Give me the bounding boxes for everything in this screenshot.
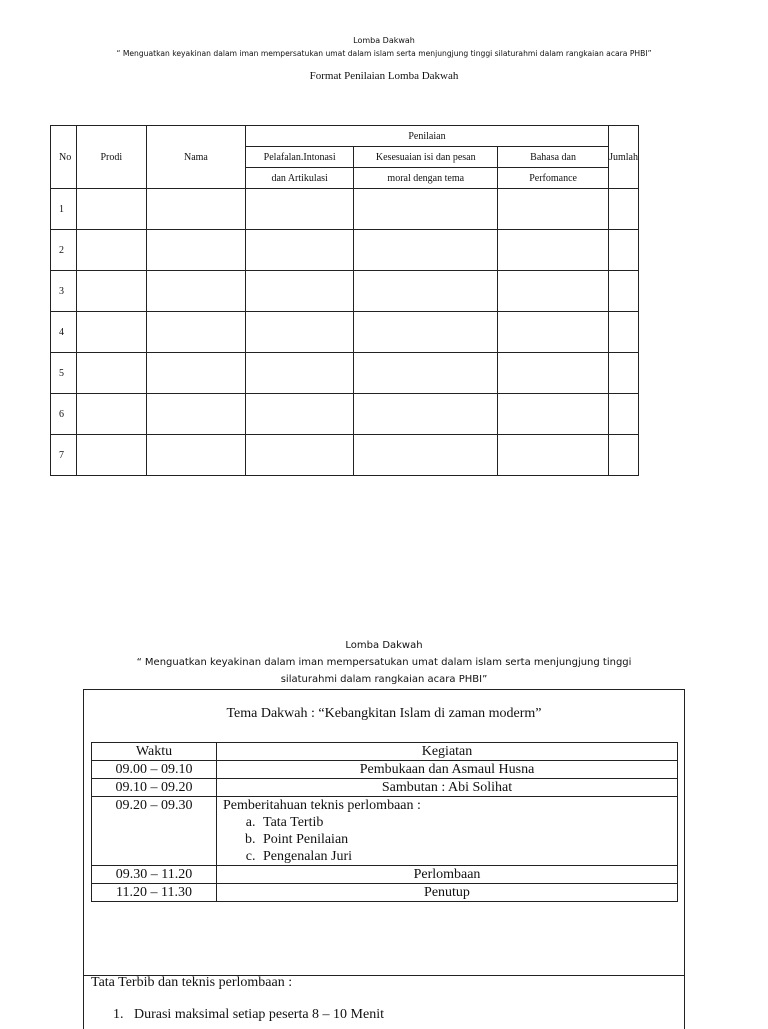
technical-item: a. Tata Tertib [259,814,677,831]
schedule-time: 09.20 – 09.30 [92,797,217,866]
schedule-time: 11.20 – 11.30 [92,884,217,902]
empty-cell [498,353,609,394]
empty-cell [354,230,498,271]
header-no: No [51,126,77,189]
page2-subtitle-line2: silaturahmi dalam rangkaian acara PHBI” [280,674,488,685]
empty-cell [76,189,146,230]
empty-cell [354,353,498,394]
schedule-activity: Perlombaan [217,866,678,884]
row-number: 4 [51,312,77,353]
empty-cell [609,271,639,312]
empty-cell [609,353,639,394]
rule-item: 1. Durasi maksimal setiap peserta 8 – 10 Menit [113,1007,384,1022]
header-prodi: Prodi [76,126,146,189]
empty-cell [609,435,639,476]
schedule-table [91,742,678,902]
schedule-time: 09.30 – 11.20 [92,866,217,884]
schedule-header-time: Waktu [92,743,217,761]
empty-cell [609,312,639,353]
empty-cell [76,353,146,394]
empty-cell [498,230,609,271]
table-row [51,353,639,394]
empty-cell [76,230,146,271]
header-criteria-2-line1: Kesesuaian isi dan pesan [354,147,498,168]
empty-cell [76,435,146,476]
row-number: 1 [51,189,77,230]
empty-cell [245,353,354,394]
empty-cell [609,230,639,271]
table-row [51,189,639,230]
page1-title: Lomba Dakwah [353,36,415,45]
header-criteria-3-line2: Perfomance [498,168,609,189]
empty-cell [146,189,245,230]
empty-cell [76,312,146,353]
header-criteria-1-line2: dan Artikulasi [245,168,354,189]
schedule-header-activity: Kegiatan [217,743,678,761]
format-title: Format Penilaian Lomba Dakwah [309,70,459,82]
empty-cell [146,271,245,312]
empty-cell [245,271,354,312]
empty-cell [76,271,146,312]
header-criteria-2-line2: moral dengan tema [354,168,498,189]
header-penilaian: Penilaian [245,126,608,147]
empty-cell [245,189,354,230]
technical-items-list [223,814,677,865]
empty-cell [498,271,609,312]
header-criteria-3-line1: Bahasa dan [498,147,609,168]
rule-item-text: Durasi maksimal setiap peserta 8 – 10 Menit [134,1007,384,1022]
page2-title: Lomba Dakwah [345,640,423,651]
tata-tertib-title: Tata Terbib dan teknis perlombaan : [91,975,293,990]
schedule-activity: Penutup [217,884,678,902]
empty-cell [498,394,609,435]
header-nama: Nama [146,126,245,189]
row-number: 3 [51,271,77,312]
technical-item: b. Point Penilaian [259,831,677,848]
row-number: 6 [51,394,77,435]
schedule-activity-technical [217,797,678,866]
table-row [51,435,639,476]
row-number: 5 [51,353,77,394]
header-criteria-1-line1: Pelafalan.Intonasi [245,147,354,168]
scoring-table-body [51,189,639,476]
empty-cell [609,394,639,435]
empty-cell [609,189,639,230]
empty-cell [498,189,609,230]
table-row [51,230,639,271]
schedule-activity-technical-label: Pemberitahuan teknis perlombaan : [223,798,421,813]
table-row [51,394,639,435]
empty-cell [76,394,146,435]
schedule-time: 09.00 – 09.10 [92,761,217,779]
page2-subtitle-line1: “ Menguatkan keyakinan dalam iman mempersatukan umat dalam islam serta menjungjung tinggi [136,657,632,668]
empty-cell [146,312,245,353]
row-number: 7 [51,435,77,476]
schedule-time: 09.10 – 09.20 [92,779,217,797]
empty-cell [354,271,498,312]
empty-cell [245,230,354,271]
empty-cell [245,435,354,476]
page1-subtitle: “ Menguatkan keyakinan dalam iman mempersatukan umat dalam islam serta menjungjung tinggi silaturahmi dalam rangkaian acara PHBI” [116,49,652,58]
schedule-activity: Sambutan : Abi Solihat [217,779,678,797]
schedule-activity: Pembukaan dan Asmaul Husna [217,761,678,779]
empty-cell [498,312,609,353]
empty-cell [146,353,245,394]
scoring-table [50,125,639,476]
empty-cell [146,230,245,271]
empty-cell [354,435,498,476]
row-number: 2 [51,230,77,271]
header-jumlah: Jumlah [609,126,639,189]
table-row [51,312,639,353]
empty-cell [354,189,498,230]
empty-cell [245,394,354,435]
empty-cell [498,435,609,476]
empty-cell [146,435,245,476]
empty-cell [245,312,354,353]
table-row [51,271,639,312]
tema-dakwah: Tema Dakwah : “Kebangkitan Islam di zaman moderm” [226,706,542,721]
empty-cell [354,312,498,353]
empty-cell [146,394,245,435]
empty-cell [354,394,498,435]
technical-item: c. Pengenalan Juri [259,848,677,865]
